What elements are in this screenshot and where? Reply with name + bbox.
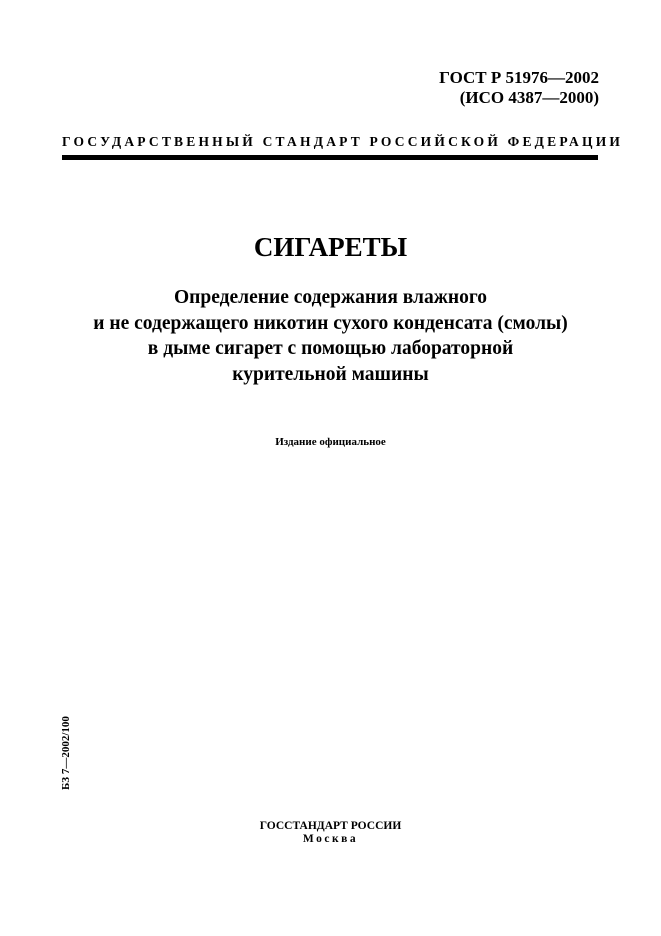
publisher-name: ГОССТАНДАРТ РОССИИ bbox=[259, 820, 402, 832]
publisher bbox=[0, 820, 661, 846]
iso-number: (ИСО 4387—2000) bbox=[459, 88, 599, 107]
state-standard-heading: ГОСУДАРСТВЕННЫЙ СТАНДАРТ РОССИЙСКОЙ ФЕДЕРАЦИИ bbox=[62, 134, 624, 149]
subtitle-line: курительной машины bbox=[232, 363, 429, 385]
publisher-city: Москва bbox=[302, 833, 359, 845]
document-title: СИГАРЕТЫ bbox=[253, 232, 408, 262]
document-subtitle bbox=[0, 285, 661, 387]
edition-note: Издание официальное bbox=[275, 436, 386, 448]
side-code: БЗ 7—2002/100 bbox=[60, 716, 72, 790]
divider-rule bbox=[62, 155, 598, 160]
subtitle-line: в дыме сигарет с помощью лабораторной bbox=[147, 338, 514, 359]
standard-number: ГОСТ Р 51976—2002 bbox=[439, 68, 599, 87]
standard-code bbox=[439, 68, 599, 108]
subtitle-line: Определение содержания влажного bbox=[174, 287, 487, 308]
subtitle-line: и не содержащего никотин сухого конденсата (смолы) bbox=[93, 312, 568, 334]
